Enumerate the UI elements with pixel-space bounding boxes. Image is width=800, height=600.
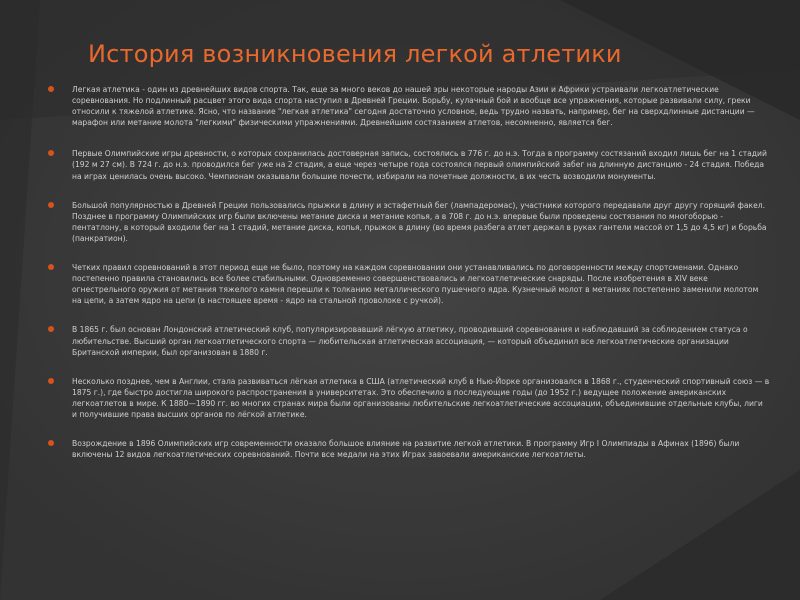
- bullet-dot-icon: [48, 150, 54, 156]
- paragraph-text: В 1865 г. был основан Лондонский атлетический клуб, популяризировавший лёгкую атлетику, проводивший соревнования и наблюдавший за соблюдением статуса о любительстве. Высший орган легкоатлетического спорта — любительская атлетическая ассоциация, — который объединил все легкоатлетические организации Британской империи, был организован в 1880 г.: [72, 325, 748, 357]
- paragraph-text: Первые Олимпийские игры древности, о которых сохранилась достоверная запись, состоялись в 776 г. до н.э. Тогда в программу состязаний входил лишь бег на 1 стадий (192 м 27 см). В 724 г. до н.э. проводился бег уже на 2 стадия, а еще через четыре года состоялся первый олимпийский забег на длинную дистанцию - 24 стадия. Победа на играх ценилась очень высоко. Чемпионам оказывали большие почести, избирали на почетные должности, в их честь возводили монументы.: [72, 149, 767, 181]
- slide-title: История возникновения легкой атлетики: [88, 40, 622, 68]
- paragraph: [50, 438, 770, 460]
- paragraph-text: Легкая атлетика - один из древнейших видов спорта. Так, еще за много веков до нашей эры некоторые народы Азии и Африки устраивали легкоатлетические соревнования. Но подлинный расцвет этого вида спорта наступил в Древней Греции. Борьбу, кулачный бой и вообще все упражнения, которые развивали силу, греки относили к тяжелой атлетике. Ясно, что название "легкая атлетика" сегодня достаточно условное, ведь трудно назвать, например, бег на сверхдлинные дистанции — марафон или метание молота "легкими" физическими упражнениями. Древнейшим состязанием атлетов, несомненно, является бег.: [72, 85, 755, 128]
- bullet-dot-icon: [48, 86, 54, 92]
- bullet-dot-icon: [48, 378, 54, 384]
- paragraph: [50, 84, 770, 128]
- bullet-dot-icon: [48, 440, 54, 446]
- bullet-dot-icon: [48, 264, 54, 270]
- bullet-dot-icon: [48, 202, 54, 208]
- bullet-dot-icon: [48, 326, 54, 332]
- paragraph-text: Большой популярностью в Древней Греции пользовались прыжки в длину и эстафетный бег (лампадеромас), участники которого передавали друг другу горящий факел. Позднее в программу Олимпийских игр были включены метание диска и метание копья, а в 708 г. до н.э. впервые были проведены состязания по многоборью - пентатлону, в который входили бег на 1 стадий, метание диска, копья, прыжок в длину (во время разбега атлет держал в руках гантели массой от 1,5 до 4,5 кг) и борьба (панкратион).: [72, 200, 767, 243]
- paragraph: [50, 200, 770, 244]
- paragraph: [50, 376, 770, 420]
- paragraph: [50, 262, 770, 306]
- paragraph-text: Четких правил соревнований в этот период еще не было, поэтому на каждом соревновании они устанавливались по договоренности между спортсменами. Однако постепенно правила становились все более стабильными. Одновременно совершенствовались и легкоатлетические снаряды. После изобретения в XIV веке огнестрельного оружия от метания тяжелого камня перешли к толканию металлического пушечного ядра. Кузнечный молот в метаниях постепенно заменили молотом на цепи, а затем ядро на цепи (в настоящее время - ядро на стальной проволоке с ручкой).: [72, 263, 759, 306]
- paragraph-text: Несколько позднее, чем в Англии, стала развиваться лёгкая атлетика в США (атлетический клуб в Нью-Йорке организовался в 1868 г., студенческий спортивный союз — в 1875 г.), где быстро достигла широкого распространения в университетах. Это обеспечило в последующие годы (до 1952 г.) ведущее положение американских легкоатлетов в мире. К 1880—1890 гг. во многих странах мира были организованы любительские легкоатлетические ассоциации, объединившие отдельные клубы, лиги и получившие права высших органов по лёгкой атлетике.: [72, 376, 770, 419]
- paragraph-text: Возрождение в 1896 Олимпийских игр современности оказало большое влияние на развитие легкой атлетики. В программу Игр I Олимпиады в Афинах (1896) были включены 12 видов легкоатлетических соревнований. Почти все медали на этих Играх завоевали американские легкоатлеты.: [72, 439, 740, 460]
- paragraph: [50, 148, 770, 181]
- slide-body: [50, 84, 770, 460]
- paragraph: [50, 324, 770, 357]
